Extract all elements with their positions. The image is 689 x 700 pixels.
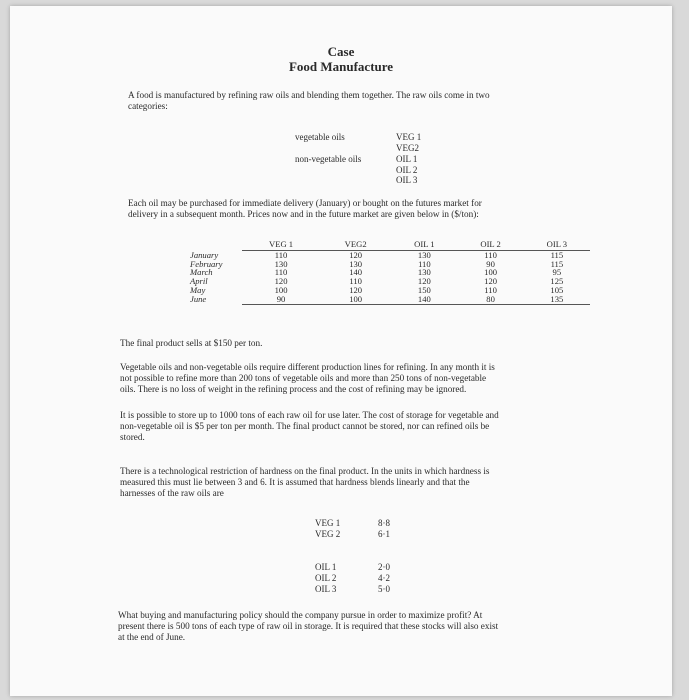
price-cell: 100 (274, 284, 288, 295)
hardness-line: harnesses of the raw oils are (120, 488, 224, 498)
price-cell: 110 (418, 258, 431, 269)
category-vegetable-label: vegetable oils (295, 132, 345, 142)
refining-line: not possible to refine more than 200 tons of vegetable oils and more than 250 tons of non-vegetable (120, 373, 487, 383)
hardness-paragraph (120, 466, 618, 499)
table-row (190, 286, 590, 295)
price-cell: 120 (417, 276, 431, 287)
price-cell: 100 (320, 295, 391, 304)
month-cell: January (190, 249, 219, 260)
final-price-text: The final product sells at $150 per ton. (120, 338, 263, 348)
price-table (190, 240, 590, 305)
table-row (190, 250, 590, 259)
hardness-line: There is a technological restriction of hardness on the final product. In the units in which hardness is (120, 466, 490, 476)
month-cell: March (190, 267, 213, 278)
hardness-values-oil (378, 562, 390, 595)
price-cell: 110 (274, 249, 288, 260)
oil-name: VEG2 (396, 142, 419, 153)
hardness-value: 5·0 (378, 584, 390, 594)
category-non-vegetable-label: non-vegetable oils (295, 154, 362, 164)
price-cell: 110 (484, 249, 497, 260)
hardness-value: 2·0 (378, 562, 390, 572)
refining-line: oils. There is no loss of weight in the refining process and the cost of refining may be ignored. (120, 384, 467, 394)
oil-name: OIL 2 (396, 164, 418, 175)
refining-line: Vegetable oils and non-vegetable oils require different production lines for refining. In any month it is (120, 362, 495, 372)
price-cell: 95 (552, 267, 562, 278)
price-table-header (190, 240, 590, 250)
purchase-line: Each oil may be purchased for immediate delivery (January) or bought on the futures market for (128, 198, 482, 208)
price-cell: 115 (550, 249, 564, 260)
question-line: present there is 500 tons of each type of raw oil in storage. It is required that these stocks will also exist (118, 621, 499, 631)
price-cell: 120 (349, 284, 363, 295)
price-cell: 130 (349, 258, 363, 269)
non-vegetable-oil-list (396, 154, 417, 186)
price-cell: 150 (417, 284, 431, 295)
table-row (190, 277, 590, 286)
vegetable-oil-list (396, 132, 421, 153)
price-cell: 100 (484, 267, 498, 278)
case-label: Case (327, 44, 355, 59)
price-cell: 130 (417, 267, 431, 278)
price-cell: 110 (349, 276, 362, 287)
question-line: What buying and manufacturing policy should the company pursue in order to maximize profit? At (118, 610, 483, 620)
price-cell: 140 (349, 267, 363, 278)
hardness-values-veg (378, 518, 390, 540)
month-header (190, 240, 242, 250)
question-line: at the end of June. (118, 632, 186, 642)
price-cell: 110 (484, 284, 497, 295)
hardness-line: measured this must lie between 3 and 6. It is assumed that hardness blends linearly and that the (120, 477, 470, 487)
column-header: OIL 1 (391, 240, 457, 250)
storage-line: It is possible to store up to 1000 tons of each raw oil for use later. The cost of storage for vegetable and (120, 410, 499, 420)
price-cell: 90 (486, 258, 495, 269)
storage-paragraph (120, 410, 618, 443)
question-paragraph (118, 610, 620, 643)
table-row (190, 268, 590, 277)
price-cell: 105 (550, 284, 564, 295)
month-cell: February (190, 258, 223, 269)
column-header: VEG2 (320, 240, 391, 250)
hardness-value: 8·8 (378, 518, 390, 528)
hardness-oil: OIL 1 (315, 562, 337, 572)
intro-line: categories: (128, 101, 168, 111)
hardness-oil-names-oil (315, 562, 336, 595)
price-cell: 120 (484, 276, 498, 287)
hardness-oil: VEG 2 (315, 529, 341, 539)
column-header: OIL 3 (524, 240, 590, 250)
price-cell: 140 (391, 295, 457, 304)
price-cell: 120 (274, 276, 288, 287)
hardness-oil: OIL 2 (315, 573, 337, 583)
price-cell: 120 (349, 249, 363, 260)
hardness-value: 6·1 (378, 529, 390, 539)
price-cell: 135 (524, 295, 590, 304)
intro-paragraph (128, 90, 598, 112)
oil-name: OIL 1 (396, 154, 418, 164)
price-cell: 130 (417, 249, 431, 260)
price-cell: 115 (550, 258, 564, 269)
oil-name: VEG 1 (396, 132, 422, 142)
storage-line: stored. (120, 432, 145, 442)
storage-line: non-vegetable oil is $5 per ton per month. The final product cannot be stored, nor can refined oils be (120, 421, 490, 431)
month-cell: June (190, 294, 207, 305)
price-cell: 125 (550, 276, 564, 287)
price-cell: 90 (242, 295, 320, 304)
refining-paragraph (120, 362, 618, 395)
oil-name: OIL 3 (396, 175, 418, 185)
document-page (10, 6, 672, 696)
column-header: VEG 1 (242, 240, 320, 250)
case-title: Food Manufacture (288, 59, 394, 74)
hardness-oil: VEG 1 (315, 518, 341, 528)
hardness-value: 4·2 (378, 573, 390, 583)
price-cell: 110 (274, 267, 288, 278)
hardness-oil-names-veg (315, 518, 340, 540)
column-header: OIL 2 (457, 240, 523, 250)
table-row (190, 260, 590, 269)
price-cell: 130 (274, 258, 288, 269)
month-cell: May (190, 284, 206, 295)
purchase-paragraph (128, 198, 598, 220)
table-row (190, 295, 590, 304)
hardness-oil: OIL 3 (315, 584, 337, 594)
month-cell: April (190, 276, 208, 287)
purchase-line: delivery in a subsequent month. Prices now and in the future market are given below in ($/ton): (128, 209, 479, 219)
price-cell: 80 (457, 295, 523, 304)
intro-line: A food is manufactured by refining raw oils and blending them together. The raw oils come in two (128, 90, 490, 100)
